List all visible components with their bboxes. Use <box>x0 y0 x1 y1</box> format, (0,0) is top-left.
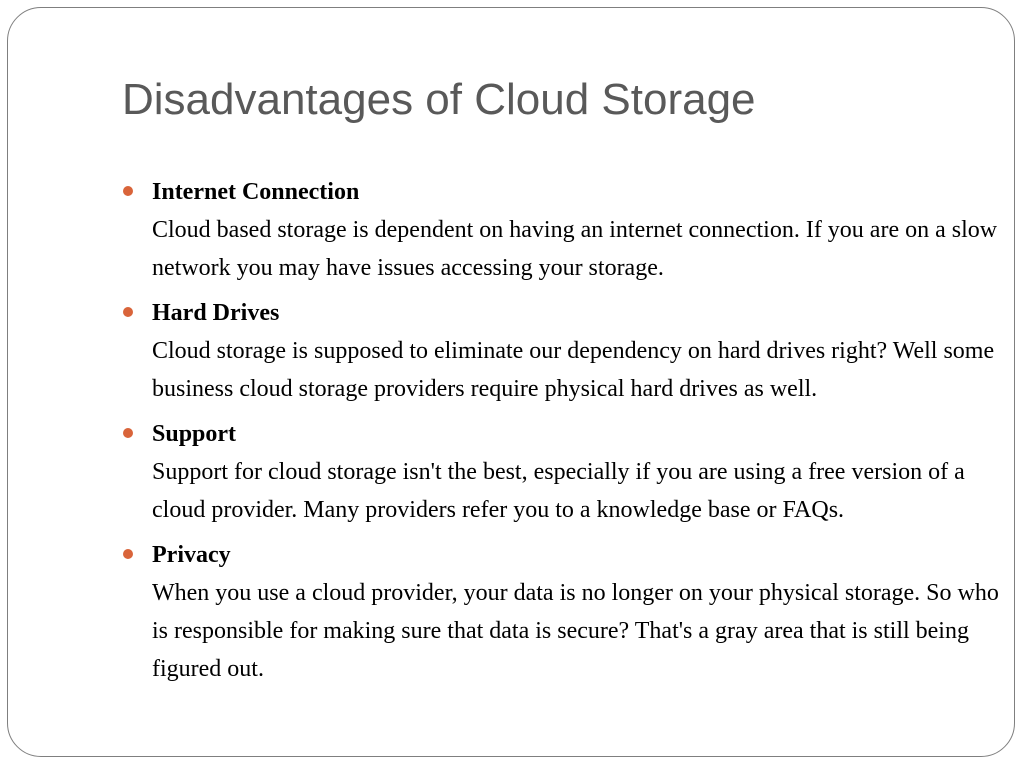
bullet-text: Support for cloud storage isn't the best, especially if you are using a free version of a cloud provider. Many providers refer you to a knowledge base or FAQs. <box>152 459 965 523</box>
bullet-text: When you use a cloud provider, your data is no longer on your physical storage. So who is responsible for making sure that data is secure? That's a gray area that is still being figured out. <box>152 580 999 682</box>
bullet-item-internet-connection <box>152 173 1002 287</box>
bullet-list <box>152 173 1002 695</box>
bullet-heading: Support <box>152 421 237 447</box>
bullet-dot-icon <box>123 428 133 438</box>
bullet-item-privacy <box>152 536 1002 688</box>
bullet-text: Cloud storage is supposed to eliminate our dependency on hard drives right? Well some business cloud storage providers require physical hard drives as well. <box>152 338 995 402</box>
bullet-dot-icon <box>123 549 133 559</box>
bullet-item-support <box>152 415 1002 529</box>
bullet-dot-icon <box>123 307 133 317</box>
bullet-text: Cloud based storage is dependent on having an internet connection. If you are on a slow network you may have issues accessing your storage. <box>152 217 998 281</box>
bullet-heading: Internet Connection <box>152 179 360 205</box>
bullet-heading: Privacy <box>152 542 231 568</box>
bullet-heading: Hard Drives <box>152 300 280 326</box>
slide-frame <box>7 7 1015 757</box>
bullet-dot-icon <box>123 186 133 196</box>
slide-title: Disadvantages of Cloud Storage <box>122 75 756 124</box>
bullet-item-hard-drives <box>152 294 1002 408</box>
